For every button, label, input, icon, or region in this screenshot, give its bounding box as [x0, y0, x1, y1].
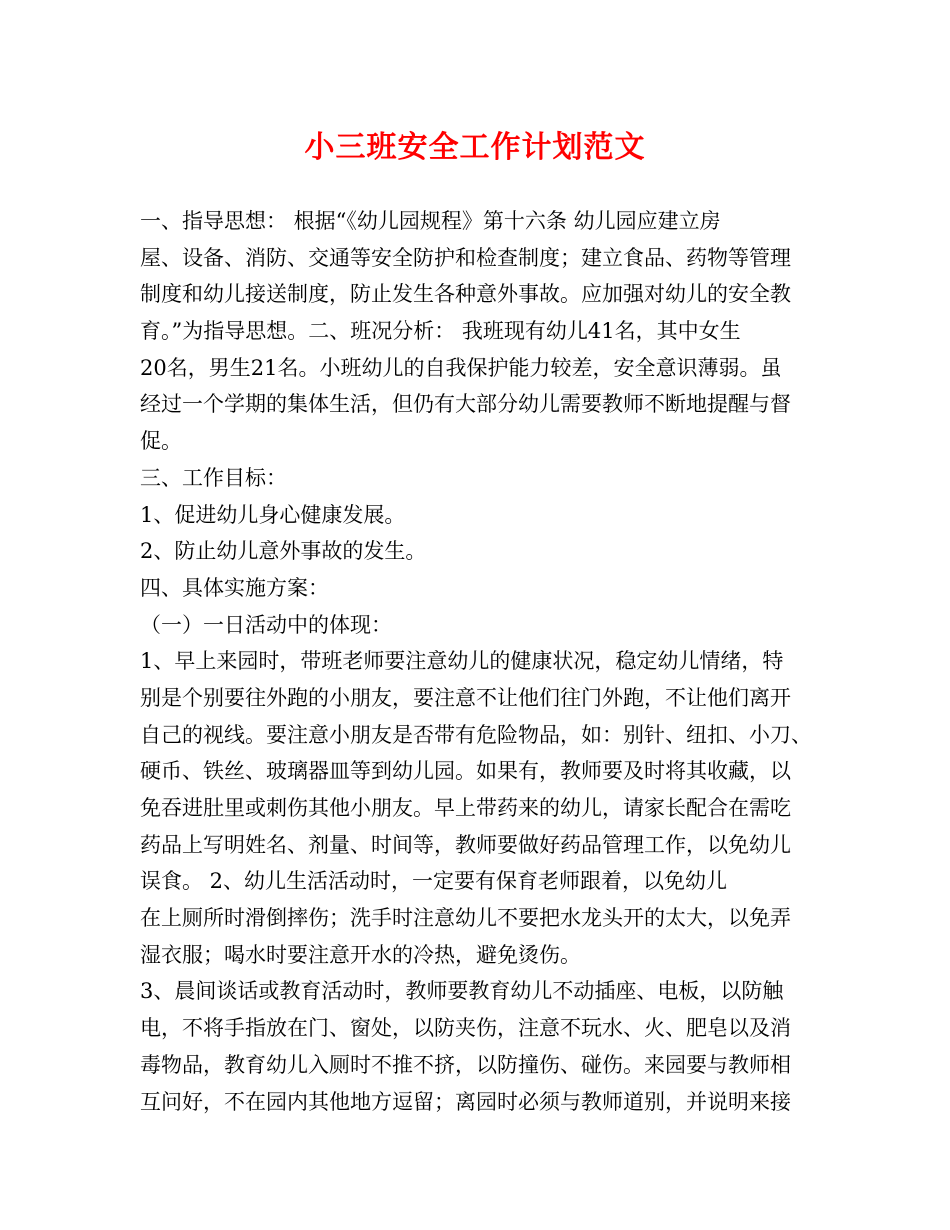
document-line: 免吞进肚里或刺伤其他小朋友。早上带药来的幼儿，请家长配合在需吃: [140, 796, 791, 820]
document-line: 湿衣服；喝水时要注意开水的冷热，避免烫伤。: [140, 942, 581, 967]
document-line: （一）一日活动中的体现：: [140, 612, 392, 637]
document-line: 互问好，不在园内其他地方逗留；离园时必须与教师道别，并说明来接: [140, 1089, 791, 1114]
document-title: 小三班安全工作计划范文: [304, 130, 646, 165]
document-line: 一、指导思想： 根据“《幼儿园规程》第十六条 幼儿园应建立房: [140, 209, 721, 233]
document-line: 促。: [140, 429, 182, 454]
document-line: 制度和幼儿接送制度，防止发生各种意外事故。应加强对幼儿的安全教: [140, 282, 791, 307]
document-line: 毒物品，教育幼儿入厕时不推不挤，以防撞伤、碰伤。来园要与教师相: [140, 1052, 791, 1077]
document-line: 1、促进幼儿身心健康发展。: [140, 502, 406, 527]
document-line: 经过一个学期的集体生活，但仍有大部分幼儿需要教师不断地提醒与督: [140, 392, 791, 417]
document-line: 四、具体实施方案：: [140, 575, 329, 600]
document-line: 育。”为指导思想。二、班况分析： 我班现有幼儿41名，其中女生: [140, 319, 741, 344]
document-line: 误食。 2、幼儿生活活动时，一定要有保育老师跟着，以免幼儿: [140, 869, 728, 894]
document-line: 3、晨间谈话或教育活动时，教师要教育幼儿不动插座、电板，以防触: [140, 979, 784, 1004]
document-line: 硬币、铁丝、玻璃器皿等到幼儿园。如果有，教师要及时将其收藏，以: [140, 759, 791, 784]
document-line: 2、防止幼儿意外事故的发生。: [140, 539, 427, 564]
document-line: 在上厕所时滑倒摔伤；洗手时注意幼儿不要把水龙头开的太大，以免弄: [140, 906, 791, 931]
document-body: [140, 203, 820, 1120]
document-line: 电，不将手指放在门、窗处，以防夹伤，注意不玩水、火、肥皂以及消: [140, 1016, 791, 1041]
document-line: 药品上写明姓名、剂量、时间等，教师要做好药品管理工作，以免幼儿: [140, 832, 791, 857]
document-line: 屋、设备、消防、交通等安全防护和检查制度；建立食品、药物等管理: [140, 245, 791, 270]
document-line: 别是个别要往外跑的小朋友，要注意不让他们往门外跑，不让他们离开: [140, 685, 791, 710]
document-line: 20名，男生21名。小班幼儿的自我保护能力较差，安全意识薄弱。虽: [140, 355, 782, 380]
document-line: 1、早上来园时，带班老师要注意幼儿的健康状况，稳定幼儿情绪，特: [140, 649, 784, 674]
document-line: 三、工作目标：: [140, 465, 287, 490]
document-line: 自己的视线。要注意小朋友是否带有危险物品，如：别针、纽扣、小刀、: [140, 722, 812, 747]
